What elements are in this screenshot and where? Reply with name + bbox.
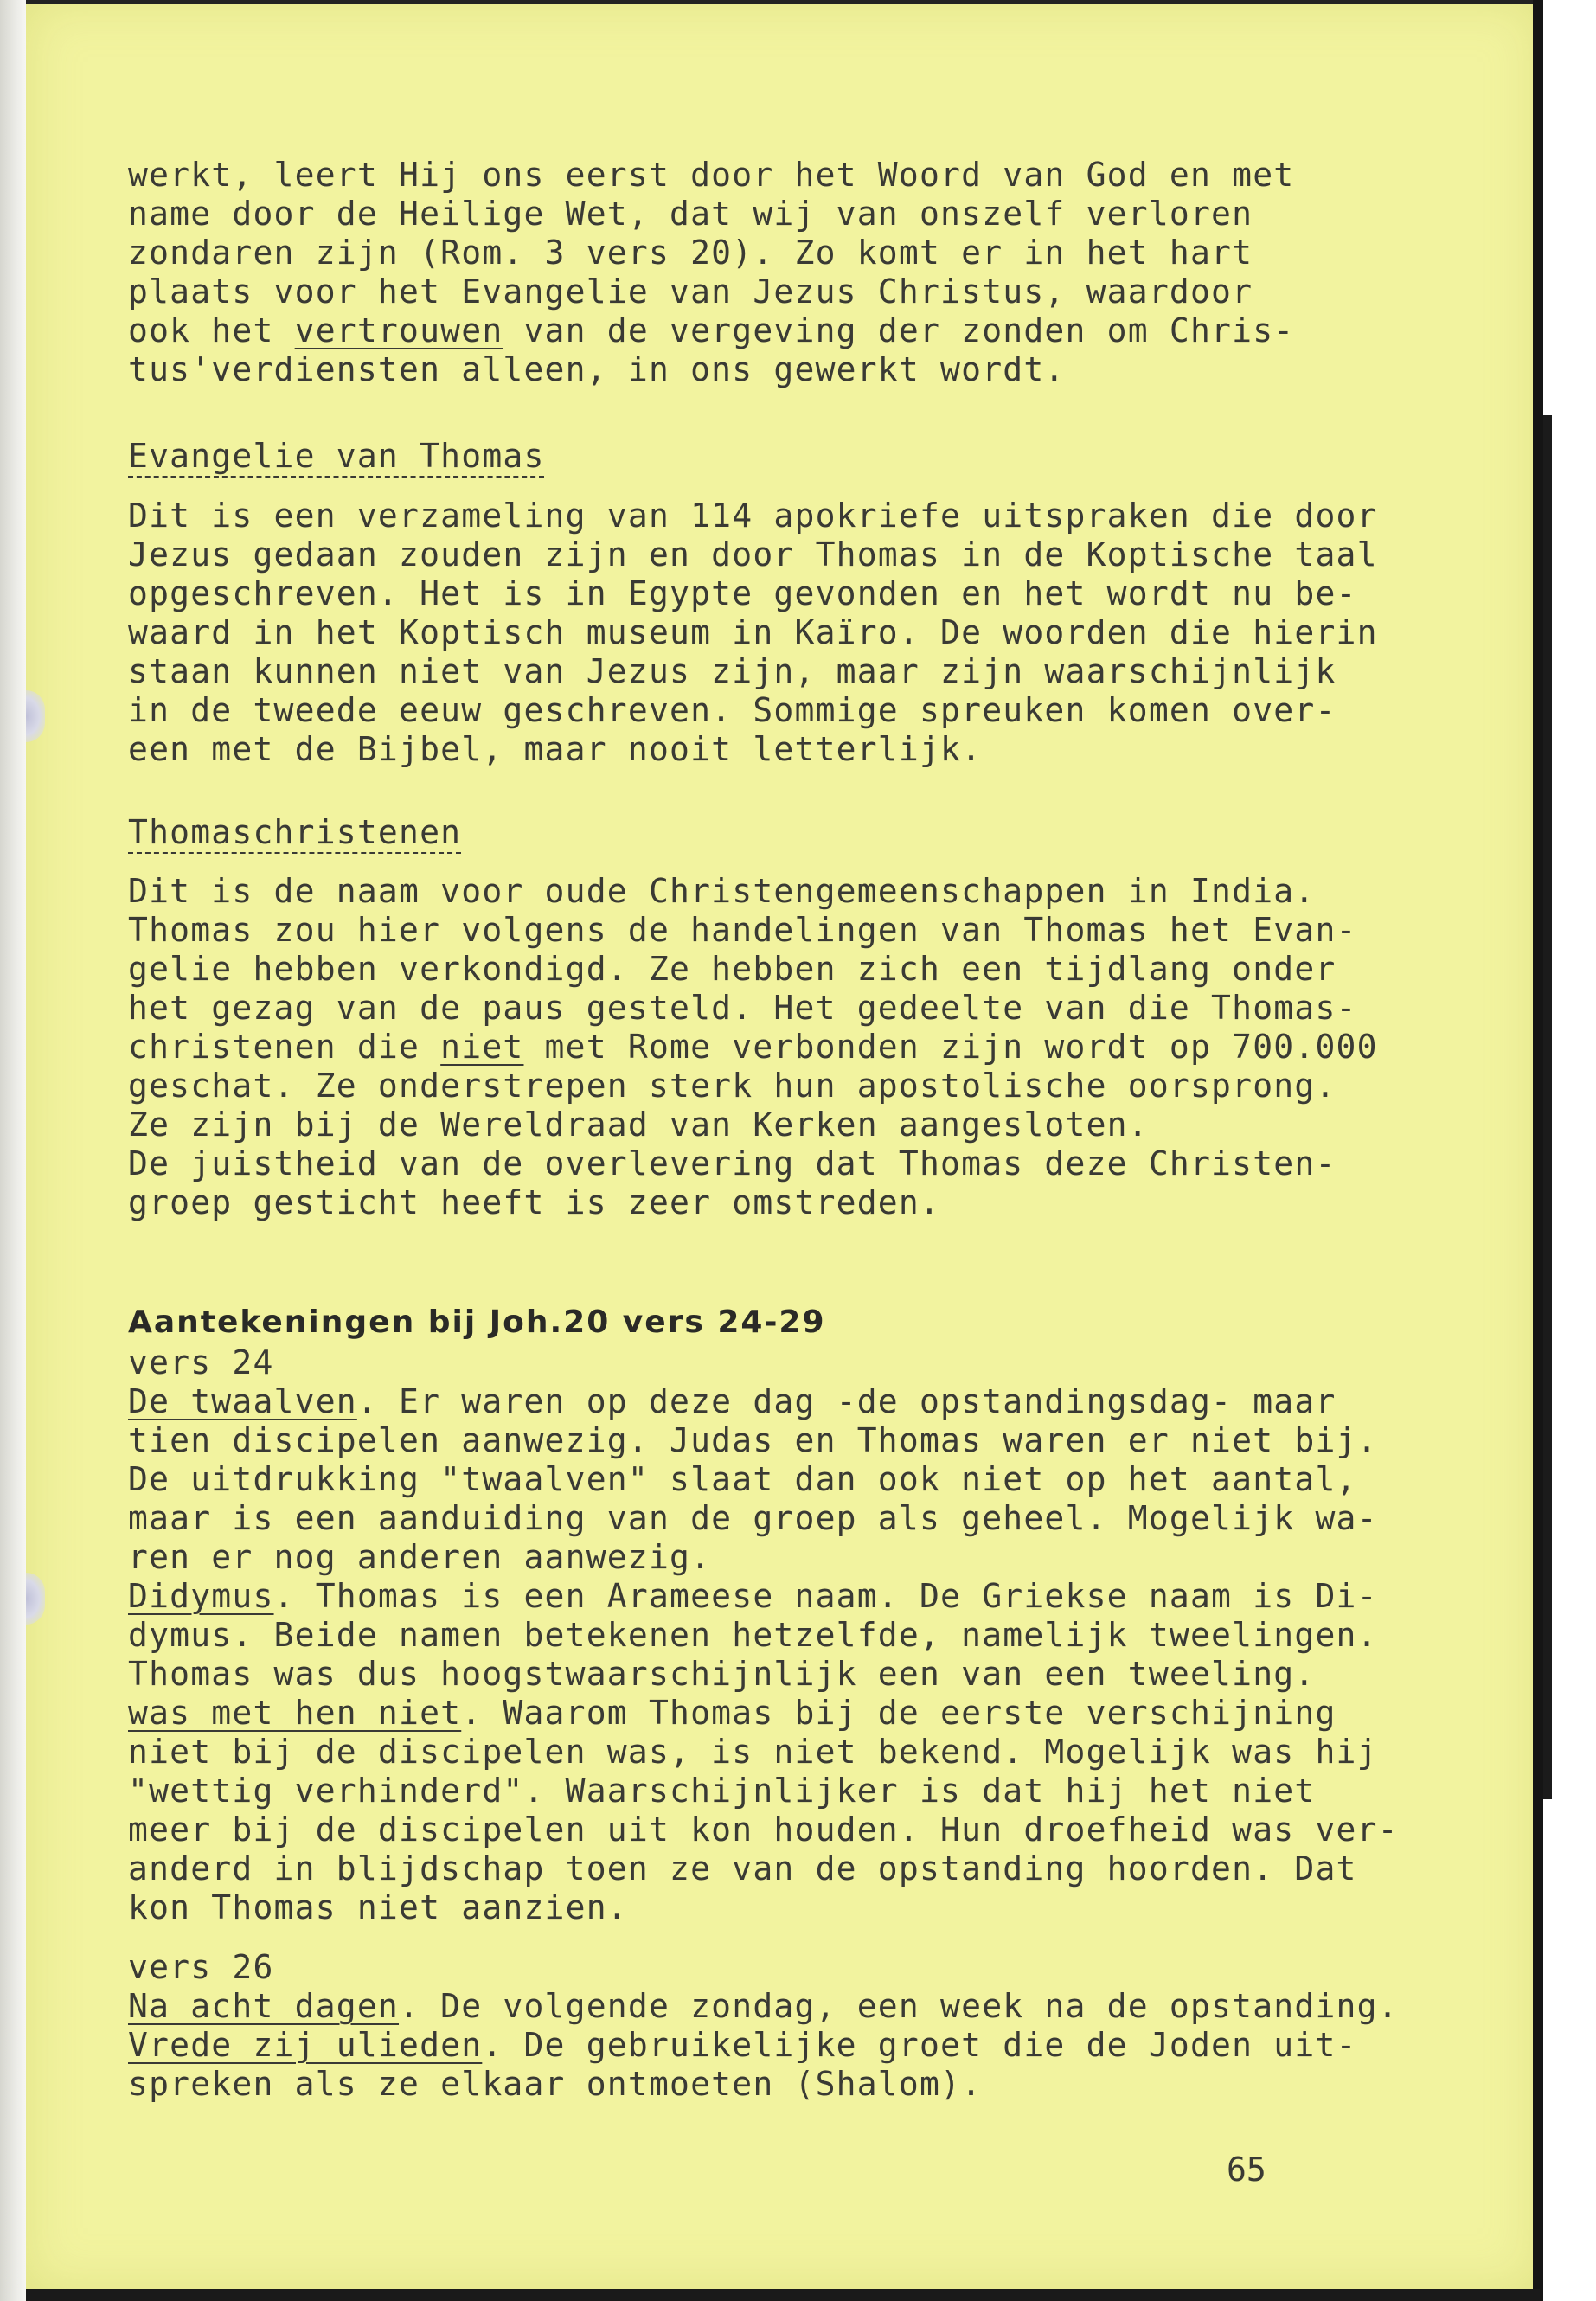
text-fragment: van de vergeving der zonden om Chris- [503,311,1295,349]
text-line: werkt, leert Hij ons eerst door het Woord van God en met [128,156,1295,194]
verse-24-block [128,1343,1512,1927]
scan-background-left [0,0,26,2301]
underlined-term: Vrede zij ulieden [128,2026,483,2064]
underlined-term: Didymus [128,1577,274,1615]
text-fragment: . De gebruikelijke groet die de Joden uit- [482,2026,1357,2064]
text-line: De uitdrukking "twaalven" slaat dan ook niet op het aantal, [128,1460,1357,1498]
text-line: Thomas zou hier volgens de handelingen van Thomas het Evan- [128,911,1357,949]
text-line: maar is een aanduiding van de groep als geheel. Mogelijk wa- [128,1499,1378,1537]
page-edge-right [1533,0,1543,2301]
text-line: Dit is een verzameling van 114 apokriefe uitspraken die door [128,497,1378,535]
annotations-heading: Aantekeningen bij Joh.20 vers 24-29 [128,1304,826,1340]
text-line: name door de Heilige Wet, dat wij van onszelf verloren [128,195,1253,233]
text-line: kon Thomas niet aanzien. [128,1888,628,1926]
text-line: Jezus gedaan zouden zijn en door Thomas in de Koptische taal [128,535,1378,574]
text-line: Ze zijn bij de Wereldraad van Kerken aangesloten. [128,1106,1149,1144]
text-line: spreken als ze elkaar ontmoeten (Shalom). [128,2065,983,2103]
text-line: meer bij de discipelen uit kon houden. Hun droefheid was ver- [128,1811,1399,1849]
text-line: "wettig verhinderd". Waarschijnlijker is dat hij het niet [128,1772,1316,1810]
text-fragment: . Thomas is een Arameese naam. De Griekse naam is Di- [273,1577,1378,1615]
text-line: ren er nog anderen aanwezig. [128,1538,712,1576]
text-line: tien discipelen aanwezig. Judas en Thomas waren er niet bij. [128,1421,1378,1459]
underlined-term: vertrouwen [294,311,503,349]
text-line: in de tweede eeuw geschreven. Sommige spreuken komen over- [128,691,1336,729]
text-line: dymus. Beide namen betekenen hetzelfde, namelijk tweelingen. [128,1616,1378,1654]
text-line: anderd in blijdschap toen ze van de opstanding hoorden. Dat [128,1849,1357,1888]
gospel-of-thomas-paragraph [128,497,1512,769]
page-edge-bottom [26,2289,1540,2301]
text-line: Thomas was dus hoogstwaarschijnlijk een van een tweeling. [128,1655,1316,1693]
text-line: Dit is de naam voor oude Christengemeenschappen in India. [128,872,1316,910]
thomas-christians-paragraph [128,872,1512,1222]
page-number: 65 [1227,2150,1266,2189]
text-line: een met de Bijbel, maar nooit letterlijk. [128,730,983,768]
underlined-term: De twaalven [128,1382,357,1420]
underlined-term: niet [440,1028,524,1066]
text-line: zondaren zijn (Rom. 3 vers 20). Zo komt er in het hart [128,234,1253,272]
text-fragment: ook het [128,311,295,349]
text-line: gelie hebben verkondigd. Ze hebben zich een tijdlang onder [128,950,1336,988]
text-fragment: . Er waren op deze dag -de opstandingsdag- maar [356,1382,1336,1420]
page-edge-top [26,0,1540,4]
text-line: het gezag van de paus gesteld. Het gedeelte van die Thomas- [128,989,1357,1027]
section-heading-gospel-of-thomas: Evangelie van Thomas [128,437,545,475]
verse-label: vers 26 [128,1948,274,1986]
verse-label: vers 24 [128,1343,274,1381]
underlined-term: was met hen niet [128,1694,462,1732]
text-line: opgeschreven. Het is in Egypte gevonden en het wordt nu be- [128,574,1357,612]
text-fragment: christenen die [128,1028,441,1066]
text-line: groep gesticht heeft is zeer omstreden. [128,1183,941,1221]
verse-26-block [128,1948,1512,2104]
text-line: plaats voor het Evangelie van Jezus Christus, waardoor [128,272,1253,311]
text-line: waard in het Koptisch museum in Kaïro. De woorden die hierin [128,613,1378,651]
text-fragment: met Rome verbonden zijn wordt op 700.000 [523,1028,1378,1066]
top-paragraph [128,156,1512,389]
text-line: niet bij de discipelen was, is niet bekend. Mogelijk was hij [128,1733,1378,1771]
section-heading-thomas-christians: Thomaschristenen [128,813,462,851]
text-line: geschat. Ze onderstrepen sterk hun apostolische oorsprong. [128,1067,1336,1105]
page-edge-right-shadow [1543,415,1552,1799]
text-line: tus'verdiensten alleen, in ons gewerkt wordt. [128,350,1066,388]
text-line: staan kunnen niet van Jezus zijn, maar zijn waarschijnlijk [128,652,1336,690]
text-fragment: . Waarom Thomas bij de eerste verschijning [461,1694,1336,1732]
text-line: De juistheid van de overlevering dat Thomas deze Christen- [128,1144,1336,1183]
underlined-term: Na acht dagen [128,1987,400,2025]
text-fragment: . De volgende zondag, een week na de opstanding. [399,1987,1399,2025]
